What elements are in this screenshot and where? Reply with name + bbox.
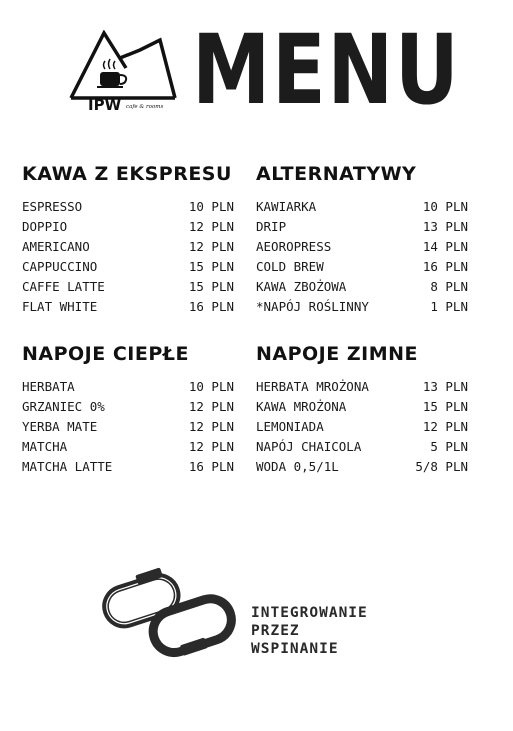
item-name: ESPRESSO [22,199,83,214]
menu-item [256,197,468,217]
item-name: KAWIARKA [256,199,317,214]
menu-item [256,417,468,437]
menu-item [22,397,234,417]
item-price: 12 PLN [188,399,234,414]
item-name: DRIP [256,219,287,234]
item-price: 16 PLN [188,459,234,474]
menu-item [22,297,234,317]
item-price: 1 PLN [430,299,468,314]
menu-item [256,277,468,297]
item-name: AMERICANO [22,239,90,254]
tagline [251,604,368,658]
menu-item [22,277,234,297]
item-name: MATCHA LATTE [22,459,113,474]
menu-item [22,417,234,437]
tagline-line: INTEGROWANIE [251,605,368,621]
menu-item [22,257,234,277]
item-name: AEOROPRESS [256,239,332,254]
item-name: *NAPÓJ ROŚLINNY [256,299,369,314]
section-alternatives [256,163,468,317]
tagline-line: PRZEZ [251,623,300,639]
item-name: DOPPIO [22,219,68,234]
item-price: 14 PLN [422,239,468,254]
item-price: 13 PLN [422,379,468,394]
section-hot-drinks [22,343,234,477]
section-title: KAWA Z EKSPRESU [22,163,232,185]
item-price: 12 PLN [422,419,468,434]
menu-item [22,377,234,397]
item-price: 13 PLN [422,219,468,234]
menu-item [256,297,468,317]
menu-title: MENU [192,14,461,126]
item-price: 12 PLN [188,439,234,454]
item-name: KAWA MROŻONA [256,399,347,414]
menu-item [256,217,468,237]
menu-item [256,237,468,257]
item-price: 15 PLN [422,399,468,414]
logo-text: IPW [88,96,122,112]
menu-item [256,257,468,277]
menu-item [22,197,234,217]
menu-item [256,377,468,397]
item-name: NAPÓJ CHAICOLA [256,439,362,454]
item-name: LEMONIADA [256,419,324,434]
item-price: 15 PLN [188,279,234,294]
item-name: KAWA ZBOŻOWA [256,279,347,294]
item-name: CAFFE LATTE [22,279,105,294]
section-espresso [22,163,234,317]
carabiners-icon [96,563,240,663]
item-price: 5 PLN [430,439,468,454]
section-cold-drinks [256,343,468,477]
item-price: 5/8 PLN [415,459,468,474]
item-name: MATCHA [22,439,68,454]
item-price: 12 PLN [188,219,234,234]
item-name: CAPPUCCINO [22,259,98,274]
item-price: 10 PLN [188,199,234,214]
item-name: YERBA MATE [22,419,98,434]
section-title: ALTERNATYWY [256,163,417,185]
menu-item [22,437,234,457]
item-name: HERBATA [22,379,75,394]
menu-item [256,457,468,477]
section-title: NAPOJE ZIMNE [256,343,418,365]
menu-item [22,217,234,237]
item-price: 16 PLN [422,259,468,274]
item-price: 12 PLN [188,239,234,254]
logo-subtitle: cafe & rooms [126,104,164,110]
item-price: 8 PLN [430,279,468,294]
item-price: 10 PLN [422,199,468,214]
section-title: NAPOJE CIEPŁE [22,343,189,365]
item-name: GRZANIEC 0% [22,399,105,414]
menu-item [256,437,468,457]
menu-item [256,397,468,417]
item-price: 15 PLN [188,259,234,274]
menu-item [22,457,234,477]
item-name: COLD BREW [256,259,324,274]
item-price: 16 PLN [188,299,234,314]
item-name: FLAT WHITE [22,299,98,314]
ipw-logo [68,30,178,112]
item-name: WODA 0,5/1L [256,459,339,474]
tagline-line: WSPINANIE [251,641,339,657]
item-price: 10 PLN [188,379,234,394]
menu-item [22,237,234,257]
item-price: 12 PLN [188,419,234,434]
item-name: HERBATA MROŻONA [256,379,369,394]
